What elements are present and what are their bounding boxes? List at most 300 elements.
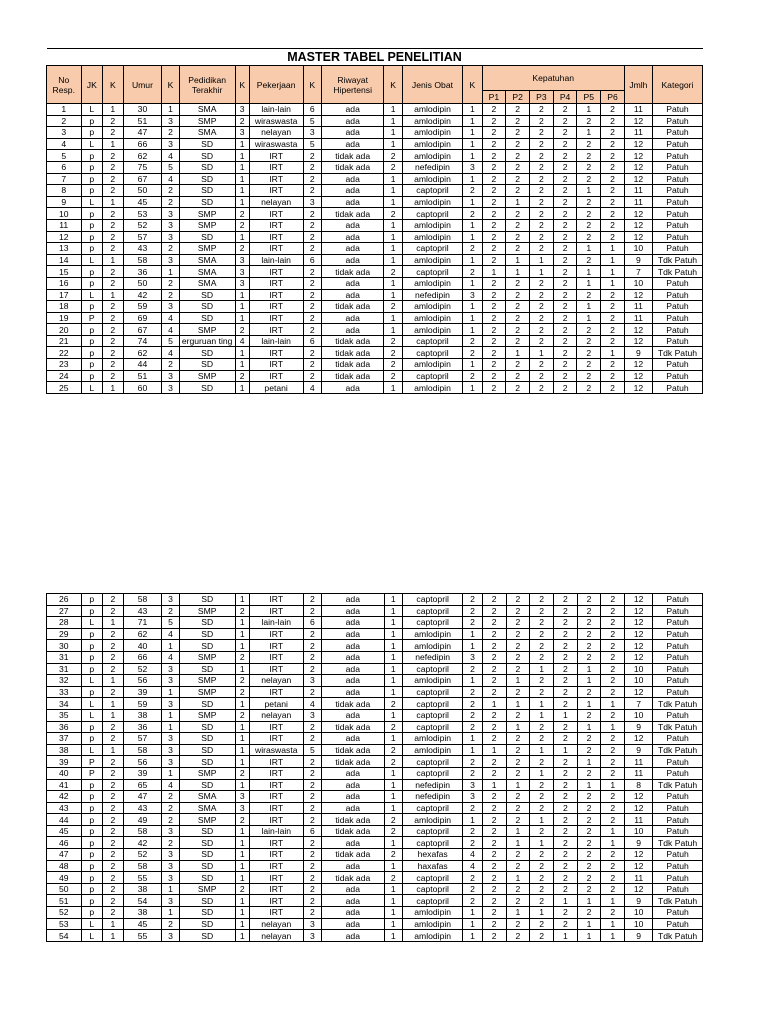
table-cell: 3 bbox=[303, 127, 321, 139]
table-cell: 1 bbox=[384, 628, 402, 640]
table-row bbox=[47, 779, 703, 791]
col-header-k: K bbox=[384, 66, 402, 104]
table-cell: 32 bbox=[47, 675, 82, 687]
table-cell: 1 bbox=[384, 907, 402, 919]
table-cell: 2 bbox=[530, 605, 554, 617]
table-cell: 2 bbox=[601, 219, 625, 231]
table-cell: IRT bbox=[249, 231, 303, 243]
table-cell: 2 bbox=[577, 872, 601, 884]
table-cell: 34 bbox=[47, 698, 82, 710]
table-cell: p bbox=[81, 779, 103, 791]
table-cell: 3 bbox=[162, 860, 179, 872]
table-cell: 11 bbox=[624, 104, 652, 116]
table-cell: captopril bbox=[402, 825, 462, 837]
table-cell: 2 bbox=[530, 219, 554, 231]
table-cell: captopril bbox=[402, 335, 462, 347]
table-cell: amlodipin bbox=[402, 907, 462, 919]
table-cell: Patuh bbox=[652, 196, 702, 208]
table-cell: 2 bbox=[553, 185, 577, 197]
table-cell: 1 bbox=[463, 254, 482, 266]
table-cell: 1 bbox=[463, 359, 482, 371]
table-cell: 2 bbox=[482, 127, 506, 139]
table-cell: 2 bbox=[482, 382, 506, 394]
table-cell: 2 bbox=[506, 277, 530, 289]
table-cell: 2 bbox=[601, 628, 625, 640]
table-cell: 2 bbox=[601, 359, 625, 371]
table-cell: 2 bbox=[506, 883, 530, 895]
table-cell: captopril bbox=[402, 883, 462, 895]
col-header-jmlh: Jmlh bbox=[624, 66, 652, 104]
table-cell: amlodipin bbox=[402, 359, 462, 371]
table-row bbox=[47, 721, 703, 733]
table-cell: 1 bbox=[530, 907, 554, 919]
table-cell: 1 bbox=[384, 185, 402, 197]
table-cell: ada bbox=[321, 382, 384, 394]
table-row bbox=[47, 127, 703, 139]
table-cell: 2 bbox=[463, 266, 482, 278]
table-cell: 2 bbox=[530, 161, 554, 173]
table-cell: 2 bbox=[384, 872, 402, 884]
table-cell: 12 bbox=[625, 883, 653, 895]
table-cell: lain-lain bbox=[249, 335, 303, 347]
table-cell: 49 bbox=[123, 814, 162, 826]
table-cell: 2 bbox=[506, 663, 530, 675]
table-cell: 22 bbox=[47, 347, 82, 359]
table-cell: ada bbox=[321, 127, 384, 139]
table-cell: Patuh bbox=[652, 301, 702, 313]
table-cell: ada bbox=[321, 289, 384, 301]
table-cell: 2 bbox=[506, 860, 530, 872]
table-cell: 1 bbox=[235, 895, 249, 907]
table-cell: 2 bbox=[384, 849, 402, 861]
table-cell: tidak ada bbox=[321, 150, 384, 162]
table-cell: 2 bbox=[530, 115, 554, 127]
table-cell: 3 bbox=[303, 196, 321, 208]
table-cell: 1 bbox=[235, 733, 249, 745]
table-cell: SMP bbox=[179, 675, 235, 687]
table-cell: 2 bbox=[482, 802, 506, 814]
table-cell: 1 bbox=[384, 382, 402, 394]
table-cell: 2 bbox=[482, 895, 506, 907]
table-cell: 1 bbox=[577, 930, 601, 942]
table-cell: 2 bbox=[463, 370, 482, 382]
table-cell: 1 bbox=[463, 930, 482, 942]
table-cell: 1 bbox=[463, 219, 482, 231]
table-cell: 1 bbox=[384, 663, 402, 675]
table-cell: tidak ada bbox=[321, 347, 384, 359]
table-cell: SMP bbox=[179, 219, 235, 231]
table-cell: 3 bbox=[162, 115, 179, 127]
table-cell: 1 bbox=[577, 127, 601, 139]
table-cell: SD bbox=[179, 733, 235, 745]
table-cell: 2 bbox=[103, 872, 124, 884]
table-cell: SD bbox=[179, 895, 235, 907]
table-cell: 2 bbox=[482, 628, 506, 640]
table-cell: p bbox=[81, 733, 103, 745]
table-cell: 39 bbox=[123, 686, 162, 698]
table-cell: 1 bbox=[235, 744, 249, 756]
table-cell: wiraswasta bbox=[249, 115, 303, 127]
table-cell: Patuh bbox=[652, 370, 702, 382]
table-cell: 2 bbox=[463, 756, 482, 768]
table-cell: amlodipin bbox=[402, 138, 462, 150]
table-cell: 2 bbox=[506, 150, 530, 162]
table-cell: IRT bbox=[249, 185, 303, 197]
table-cell: 1 bbox=[235, 930, 249, 942]
table-cell: 2 bbox=[103, 347, 123, 359]
table-cell: SMP bbox=[179, 767, 235, 779]
table-cell: 12 bbox=[624, 138, 652, 150]
table-row bbox=[47, 744, 703, 756]
table-cell: 3 bbox=[235, 277, 249, 289]
table-cell: 46 bbox=[47, 837, 82, 849]
table-cell: 2 bbox=[553, 675, 577, 687]
table-cell: SD bbox=[179, 150, 235, 162]
table-cell: 2 bbox=[47, 115, 82, 127]
table-cell: 2 bbox=[103, 756, 124, 768]
table-cell: 12 bbox=[624, 359, 652, 371]
table-cell: ada bbox=[322, 640, 385, 652]
table-cell: 7 bbox=[624, 266, 652, 278]
table-cell: SD bbox=[179, 663, 235, 675]
table-cell: p bbox=[81, 907, 103, 919]
table-cell: 50 bbox=[123, 185, 162, 197]
table-cell: SMP bbox=[179, 651, 235, 663]
table-cell: 1 bbox=[384, 733, 402, 745]
table-cell: 2 bbox=[553, 382, 577, 394]
table-cell: 1 bbox=[235, 849, 249, 861]
table-cell: IRT bbox=[249, 883, 303, 895]
table-cell: 42 bbox=[123, 289, 162, 301]
table-cell: 1 bbox=[103, 382, 123, 394]
table-cell: IRT bbox=[249, 266, 303, 278]
table-cell: 3 bbox=[47, 127, 82, 139]
table-cell: P bbox=[81, 767, 103, 779]
table-cell: 1 bbox=[530, 767, 554, 779]
table-row bbox=[47, 161, 703, 173]
table-cell: captopril bbox=[402, 686, 462, 698]
table-cell: 2 bbox=[103, 628, 124, 640]
table-cell: 1 bbox=[577, 918, 601, 930]
table-cell: 2 bbox=[482, 243, 506, 255]
table-cell: 2 bbox=[103, 837, 124, 849]
table-cell: 2 bbox=[601, 173, 625, 185]
table-cell: 2 bbox=[577, 617, 601, 629]
table-cell: 2 bbox=[162, 359, 179, 371]
table-cell: 1 bbox=[463, 301, 482, 313]
table-cell: captopril bbox=[402, 767, 462, 779]
table-cell: 2 bbox=[577, 837, 601, 849]
table-cell: 2 bbox=[506, 382, 530, 394]
table-cell: 2 bbox=[553, 721, 577, 733]
table-cell: 2 bbox=[103, 640, 124, 652]
table-cell: 3 bbox=[162, 675, 179, 687]
table-cell: Patuh bbox=[652, 359, 702, 371]
table-row bbox=[47, 883, 703, 895]
table-cell: ada bbox=[322, 605, 385, 617]
table-cell: 1 bbox=[577, 277, 601, 289]
col-header-k: K bbox=[103, 66, 123, 104]
table-cell: 2 bbox=[384, 266, 402, 278]
table-cell: captopril bbox=[402, 663, 462, 675]
table-cell: p bbox=[81, 721, 103, 733]
table-cell: 2 bbox=[482, 301, 506, 313]
col-header-umur: Umur bbox=[123, 66, 162, 104]
table-cell: 55 bbox=[123, 930, 162, 942]
table-row bbox=[47, 825, 703, 837]
table-row bbox=[47, 849, 703, 861]
table-cell: lain-lain bbox=[249, 104, 303, 116]
table-cell: p bbox=[81, 640, 103, 652]
table-cell: 1 bbox=[506, 196, 530, 208]
table-cell: 53 bbox=[47, 918, 82, 930]
table-cell: amlodipin bbox=[402, 115, 462, 127]
table-cell: 2 bbox=[235, 208, 249, 220]
table-cell: p bbox=[81, 347, 103, 359]
table-cell: p bbox=[81, 324, 103, 336]
table-cell: 2 bbox=[103, 150, 123, 162]
table-cell: nefedipin bbox=[402, 651, 462, 663]
table-cell: 2 bbox=[463, 617, 482, 629]
table-cell: captopril bbox=[402, 266, 462, 278]
table-cell: 2 bbox=[553, 860, 577, 872]
table-cell: 4 bbox=[162, 628, 179, 640]
table-cell: 12 bbox=[624, 208, 652, 220]
table-cell: 2 bbox=[384, 721, 402, 733]
table-cell: 2 bbox=[530, 138, 554, 150]
table-cell: p bbox=[81, 651, 103, 663]
table-cell: Tdk Patuh bbox=[653, 721, 703, 733]
table-cell: p bbox=[81, 266, 103, 278]
table-cell: 2 bbox=[553, 907, 577, 919]
table-cell: ada bbox=[322, 651, 385, 663]
table-cell: 2 bbox=[577, 173, 601, 185]
table-cell: Tdk Patuh bbox=[653, 930, 703, 942]
table-cell: 2 bbox=[103, 312, 123, 324]
table-cell: 1 bbox=[463, 628, 482, 640]
table-cell: 3 bbox=[162, 301, 179, 313]
table-cell: 5 bbox=[47, 150, 82, 162]
table-cell: 10 bbox=[625, 663, 653, 675]
table-cell: 2 bbox=[235, 814, 249, 826]
table-cell: 1 bbox=[577, 243, 601, 255]
table-cell: 1 bbox=[47, 104, 82, 116]
table-cell: 2 bbox=[303, 231, 321, 243]
table-cell: 74 bbox=[123, 335, 162, 347]
table-cell: captopril bbox=[402, 617, 462, 629]
table-cell: p bbox=[81, 883, 103, 895]
table-cell: 12 bbox=[625, 651, 653, 663]
table-cell: 12 bbox=[624, 115, 652, 127]
table-cell: SD bbox=[179, 312, 235, 324]
table-cell: 6 bbox=[303, 254, 321, 266]
table-cell: 2 bbox=[577, 359, 601, 371]
table-cell: IRT bbox=[249, 860, 303, 872]
table-cell: 4 bbox=[162, 651, 179, 663]
table-cell: 3 bbox=[235, 104, 249, 116]
table-row bbox=[47, 138, 703, 150]
table-cell: 2 bbox=[577, 115, 601, 127]
table-row bbox=[47, 312, 703, 324]
table-cell: p bbox=[81, 605, 103, 617]
table-cell: 2 bbox=[530, 150, 554, 162]
table-cell: tidak ada bbox=[322, 814, 385, 826]
table-row bbox=[47, 104, 703, 116]
table-cell: 2 bbox=[577, 335, 601, 347]
table-cell: 2 bbox=[553, 640, 577, 652]
table-cell: 2 bbox=[482, 767, 506, 779]
table-cell: 2 bbox=[303, 907, 321, 919]
table-cell: 62 bbox=[123, 628, 162, 640]
table-cell: 3 bbox=[162, 663, 179, 675]
table-cell: 2 bbox=[553, 628, 577, 640]
table-cell: 2 bbox=[553, 173, 577, 185]
table-cell: 2 bbox=[463, 243, 482, 255]
table-cell: 2 bbox=[482, 883, 506, 895]
table-cell: SD bbox=[179, 347, 235, 359]
table-cell: 2 bbox=[530, 651, 554, 663]
table-cell: 1 bbox=[235, 617, 249, 629]
table-cell: 2 bbox=[530, 895, 554, 907]
table-cell: SMP bbox=[179, 814, 235, 826]
table-cell: L bbox=[81, 289, 103, 301]
table-cell: IRT bbox=[249, 208, 303, 220]
table-cell: IRT bbox=[249, 324, 303, 336]
table-cell: 2 bbox=[530, 185, 554, 197]
table-cell: 1 bbox=[384, 605, 402, 617]
table-row bbox=[47, 628, 703, 640]
table-cell: 54 bbox=[47, 930, 82, 942]
table-cell: 38 bbox=[123, 907, 162, 919]
table-cell: Patuh bbox=[653, 756, 703, 768]
table-cell: 1 bbox=[384, 594, 402, 606]
table-cell: ada bbox=[322, 918, 385, 930]
table-cell: ada bbox=[322, 628, 385, 640]
table-cell: SD bbox=[179, 907, 235, 919]
table-cell: 2 bbox=[577, 686, 601, 698]
table-cell: 2 bbox=[506, 312, 530, 324]
table-cell: Patuh bbox=[652, 324, 702, 336]
table-cell: 2 bbox=[601, 709, 625, 721]
table-cell: 1 bbox=[162, 721, 179, 733]
table-cell: p bbox=[81, 219, 103, 231]
table-cell: 2 bbox=[482, 663, 506, 675]
table-cell: 2 bbox=[303, 756, 321, 768]
table-cell: amlodipin bbox=[402, 324, 462, 336]
table-cell: 1 bbox=[463, 127, 482, 139]
table-cell: ada bbox=[321, 104, 384, 116]
table-cell: 9 bbox=[625, 744, 653, 756]
table-cell: 2 bbox=[482, 335, 506, 347]
table-cell: Tdk Patuh bbox=[653, 895, 703, 907]
table-cell: 48 bbox=[47, 860, 82, 872]
table-cell: p bbox=[81, 173, 103, 185]
table-cell: 2 bbox=[553, 756, 577, 768]
table-cell: 2 bbox=[506, 709, 530, 721]
table-cell: p bbox=[81, 115, 103, 127]
table-row bbox=[47, 767, 703, 779]
table-cell: 2 bbox=[506, 289, 530, 301]
table-cell: 1 bbox=[601, 347, 625, 359]
table-cell: ada bbox=[322, 594, 385, 606]
table-cell: 2 bbox=[577, 791, 601, 803]
table-cell: 2 bbox=[235, 686, 249, 698]
table-cell: 7 bbox=[625, 698, 653, 710]
table-cell: 2 bbox=[506, 617, 530, 629]
table-cell: p bbox=[81, 860, 103, 872]
table-cell: 1 bbox=[384, 115, 402, 127]
table-cell: 2 bbox=[482, 594, 506, 606]
table-cell: p bbox=[81, 335, 103, 347]
table-cell: IRT bbox=[249, 895, 303, 907]
col-header-p3: P3 bbox=[530, 91, 554, 104]
table-cell: 1 bbox=[553, 709, 577, 721]
table-cell: 1 bbox=[577, 185, 601, 197]
table-cell: SD bbox=[179, 301, 235, 313]
table-cell: 2 bbox=[162, 802, 179, 814]
table-cell: 24 bbox=[47, 370, 82, 382]
table-cell: IRT bbox=[249, 161, 303, 173]
table-cell: 2 bbox=[384, 825, 402, 837]
table-cell: 2 bbox=[506, 791, 530, 803]
table-cell: SD bbox=[179, 185, 235, 197]
table-cell: 2 bbox=[482, 185, 506, 197]
table-cell: p bbox=[81, 150, 103, 162]
table-cell: 2 bbox=[482, 733, 506, 745]
table-cell: 2 bbox=[103, 161, 123, 173]
table-cell: Tdk Patuh bbox=[652, 347, 702, 359]
table-cell: 2 bbox=[303, 651, 321, 663]
table-cell: 1 bbox=[235, 640, 249, 652]
table-cell: 2 bbox=[162, 918, 179, 930]
table-cell: 3 bbox=[162, 744, 179, 756]
table-cell: IRT bbox=[249, 849, 303, 861]
table-cell: 1 bbox=[235, 138, 249, 150]
table-cell: 1 bbox=[530, 709, 554, 721]
table-cell: 2 bbox=[530, 335, 554, 347]
table-cell: Patuh bbox=[653, 872, 703, 884]
col-header-pendidikan: Pedidikan Terakhir bbox=[179, 66, 235, 104]
table-cell: 1 bbox=[162, 883, 179, 895]
table-cell: 2 bbox=[303, 767, 321, 779]
table-row bbox=[47, 791, 703, 803]
table-cell: IRT bbox=[249, 651, 303, 663]
table-cell: 28 bbox=[47, 617, 82, 629]
table-cell: IRT bbox=[249, 594, 303, 606]
table-cell: 1 bbox=[235, 872, 249, 884]
table-cell: 44 bbox=[123, 359, 162, 371]
table-cell: captopril bbox=[402, 243, 462, 255]
table-cell: lain-lain bbox=[249, 254, 303, 266]
table-cell: IRT bbox=[249, 173, 303, 185]
table-cell: 2 bbox=[530, 196, 554, 208]
table-cell: SD bbox=[179, 756, 235, 768]
table-cell: 2 bbox=[601, 138, 625, 150]
table-cell: p bbox=[81, 814, 103, 826]
table-cell: 6 bbox=[303, 104, 321, 116]
table-cell: p bbox=[81, 243, 103, 255]
table-cell: 2 bbox=[506, 104, 530, 116]
table-cell: 3 bbox=[463, 779, 482, 791]
table-cell: 2 bbox=[530, 791, 554, 803]
table-cell: SD bbox=[179, 918, 235, 930]
table-cell: nefedipin bbox=[402, 161, 462, 173]
table-cell: 3 bbox=[162, 231, 179, 243]
table-cell: 1 bbox=[235, 907, 249, 919]
table-cell: 2 bbox=[553, 127, 577, 139]
table-cell: 2 bbox=[530, 686, 554, 698]
table-cell: 1 bbox=[235, 628, 249, 640]
